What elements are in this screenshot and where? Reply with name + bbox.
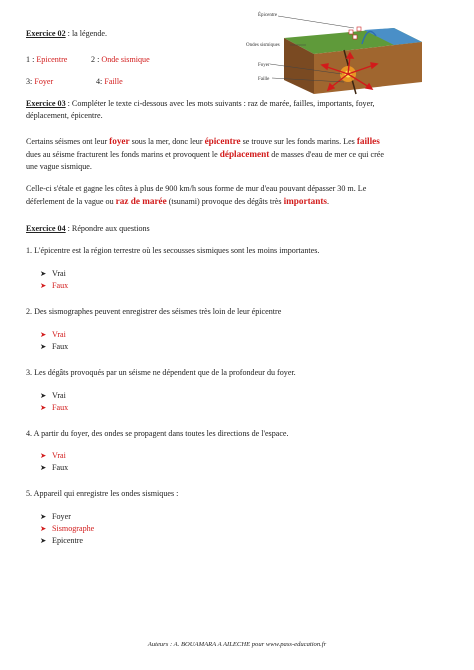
footer-credits: Auteurs : A. BOUAMARA A AILECHE pour www.pass-education.fr: [147, 641, 327, 648]
option-vrai[interactable]: [40, 390, 66, 402]
arrow-bullet-icon: ➤: [40, 391, 47, 400]
arrow-bullet-icon: ➤: [40, 330, 47, 339]
earthquake-diagram: [244, 8, 436, 98]
legend-num: 1 :: [26, 55, 37, 64]
legend-num: 3:: [26, 77, 35, 86]
option-faux[interactable]: [40, 462, 68, 474]
option-label: Faux: [52, 463, 69, 472]
answer-deplacement: déplacement: [219, 149, 270, 159]
diagram-label-focus: Foyer: [258, 63, 270, 68]
text-run: .: [326, 197, 329, 206]
house-icon: [353, 35, 357, 39]
ex04-heading: [26, 223, 150, 235]
text-run: déferlement de la vague ou: [26, 197, 116, 206]
text-run: (tsunami) provoque des dégâts très: [166, 197, 284, 206]
text-run: se trouve sur les fonds marins. Les: [240, 137, 357, 146]
text-run: sous la mer, donc leur: [129, 137, 205, 146]
answer-epicentre: épicentre: [204, 136, 241, 146]
ex03-title: Exercice 03: [26, 99, 66, 108]
legend-answer: Onde sismique: [101, 55, 150, 64]
arrow-bullet-icon: ➤: [40, 512, 47, 521]
arrow-bullet-icon: ➤: [40, 451, 47, 460]
ex03-instruction-line1: : Compléter le texte ci-dessous avec les mots suivants : raz de marée, failles, importants, foyer,: [65, 99, 375, 108]
answer-importants: importants: [283, 196, 327, 206]
ex02-title: Exercice 02: [26, 29, 66, 38]
ex02-instruction: la légende.: [71, 29, 107, 38]
option-label: Faux: [52, 281, 69, 290]
text-run: une vague sismique.: [26, 162, 92, 171]
legend-item-2: [91, 54, 150, 66]
option-vrai-correct[interactable]: [40, 450, 66, 462]
option-label: Vrai: [52, 330, 66, 339]
legend-answer: Faille: [104, 77, 123, 86]
option-sismographe-correct[interactable]: [40, 523, 94, 535]
question-5: 5. Appareil qui enregistre les ondes sismiques :: [26, 489, 179, 498]
diagram-label-fault: Faille: [258, 77, 270, 82]
diagram-label-waves: Ondes sismiques: [246, 43, 280, 48]
answer-raz-de-maree: raz de marée: [115, 196, 167, 206]
ex03-paragraph-1: [26, 135, 458, 173]
question-1: 1. L'épicentre est la région terrestre où les secousses sismiques sont les moins importantes.: [26, 246, 320, 255]
arrow-bullet-icon: ➤: [40, 269, 47, 278]
option-faux-correct[interactable]: [40, 402, 68, 414]
arrow-bullet-icon: ➤: [40, 342, 47, 351]
text-run: Celle-ci s'étale et gagne les côtes à plus de 900 km/h sous forme de mur d'eau pouvant dépasser 30 m. Le: [26, 184, 367, 193]
text-run: Certains séismes ont leur: [26, 137, 110, 146]
option-label: Vrai: [52, 451, 66, 460]
house-icon: [349, 30, 353, 34]
ex03-paragraph-2: [26, 183, 458, 208]
option-foyer[interactable]: [40, 511, 71, 523]
house-icon: [357, 27, 361, 31]
option-label: Sismographe: [52, 524, 95, 533]
question-3: 3. Les dégâts provoqués par un séisme ne dépendent que de la profondeur du foyer.: [26, 368, 296, 377]
option-vrai[interactable]: [40, 268, 66, 280]
option-faux[interactable]: [40, 341, 68, 353]
question-2: 2. Des sismographes peuvent enregistrer des séismes très loin de leur épicentre: [26, 307, 282, 316]
option-label: Vrai: [52, 269, 66, 278]
arrow-bullet-icon: ➤: [40, 463, 47, 472]
text-run: de masses d'eau de mer ce qui crée: [269, 150, 384, 159]
legend-item-3: [26, 76, 53, 88]
option-label: Faux: [52, 403, 69, 412]
legend-num: 2 :: [91, 55, 102, 64]
option-label: Epicentre: [52, 536, 84, 545]
option-faux-correct[interactable]: [40, 280, 68, 292]
arrow-bullet-icon: ➤: [40, 281, 47, 290]
answer-failles: failles: [356, 136, 380, 146]
ex04-title: Exercice 04: [26, 224, 66, 233]
arrow-bullet-icon: ➤: [40, 536, 47, 545]
legend-item-4: [96, 76, 123, 88]
question-4: 4. A partir du foyer, des ondes se propagent dans toutes les directions de l'espace.: [26, 429, 289, 438]
option-epicentre[interactable]: [40, 535, 83, 547]
arrow-bullet-icon: ➤: [40, 524, 47, 533]
ex03-instruction: [26, 98, 456, 122]
text-run: dues au séisme fracturent les fonds marins et provoquent le: [26, 150, 220, 159]
ex04-instruction: : Répondre aux questions: [65, 224, 150, 233]
arrow-bullet-icon: ➤: [40, 403, 47, 412]
ex03-instruction-line2: déplacement, épicentre.: [26, 111, 103, 120]
option-label: Vrai: [52, 391, 66, 400]
legend-item-1: [26, 54, 67, 66]
ex02-heading: [26, 28, 107, 40]
option-label: Foyer: [52, 512, 71, 521]
option-vrai-correct[interactable]: [40, 329, 66, 341]
diagram-label-epicentre: Épicentre: [258, 13, 278, 18]
ex02-sep: :: [65, 29, 72, 38]
answer-foyer: foyer: [109, 136, 130, 146]
option-label: Faux: [52, 342, 69, 351]
legend-answer: Foyer: [34, 77, 54, 86]
legend-num: 4:: [96, 77, 105, 86]
legend-answer: Epicentre: [36, 55, 68, 64]
